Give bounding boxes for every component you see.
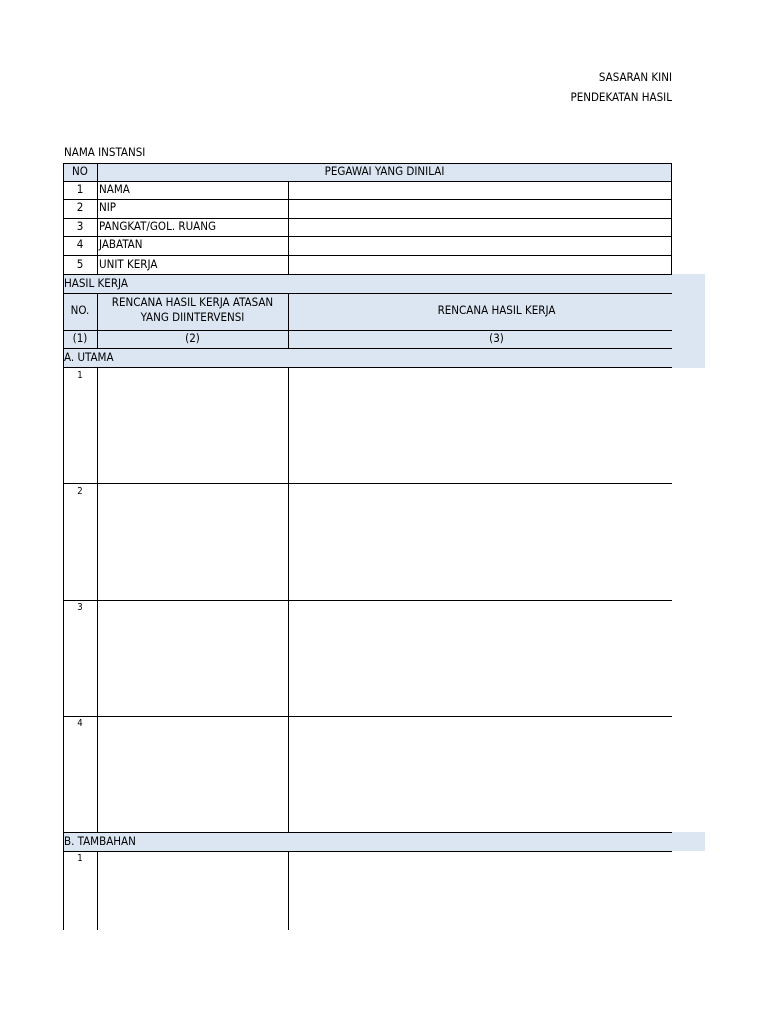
header-line-1: SASARAN KINI xyxy=(598,70,672,84)
row-no: 3 xyxy=(76,219,84,233)
grid-line xyxy=(63,218,672,219)
grid-line xyxy=(63,199,672,200)
grid-line xyxy=(97,163,98,274)
grid-line xyxy=(63,163,672,164)
grid-line xyxy=(288,181,289,274)
grid-line xyxy=(63,367,672,368)
utama-title: A. UTAMA xyxy=(64,350,114,364)
grid-line xyxy=(97,851,98,930)
instansi-label: NAMA INSTANSI xyxy=(64,145,146,159)
grid-line xyxy=(63,600,672,601)
row-label-unit-kerja: UNIT KERJA xyxy=(99,257,158,271)
col-index-2: (2) xyxy=(185,331,200,345)
row-label-pangkat: PANGKAT/GOL. RUANG xyxy=(99,219,216,233)
row-label-nama: NAMA xyxy=(99,182,130,196)
grid-line xyxy=(63,181,672,182)
grid-line xyxy=(288,367,289,832)
grid-line xyxy=(63,274,672,275)
row-no: 2 xyxy=(76,200,84,214)
grid-line xyxy=(63,293,672,294)
col-rencana-header: RENCANA HASIL KERJA xyxy=(437,303,556,317)
row-no: 5 xyxy=(76,257,84,271)
tambahan-title: B. TAMBAHAN xyxy=(64,834,136,848)
utama-row-no: 1 xyxy=(77,370,83,381)
col-no-header: NO. xyxy=(70,303,90,317)
tambahan-band xyxy=(63,832,705,851)
grid-line xyxy=(97,367,98,832)
grid-line xyxy=(63,716,672,717)
grid-line xyxy=(63,255,672,256)
col-index-1: (1) xyxy=(72,331,88,345)
tambahan-row-no: 1 xyxy=(77,853,83,864)
grid-line xyxy=(97,293,98,348)
grid-line xyxy=(288,851,289,930)
pegawai-title: PEGAWAI YANG DINILAI xyxy=(324,164,445,178)
grid-line xyxy=(63,832,672,833)
row-no: 1 xyxy=(76,182,84,196)
grid-line xyxy=(671,163,672,274)
row-no: 4 xyxy=(76,237,84,251)
utama-row-no: 4 xyxy=(77,718,83,729)
grid-line xyxy=(63,348,672,349)
row-label-jabatan: JABATAN xyxy=(99,237,143,251)
utama-row-no: 3 xyxy=(77,602,83,613)
grid-line xyxy=(63,163,64,930)
col-atasan-header-line2: YANG DIINTERVENSI xyxy=(140,310,245,324)
no-header: NO xyxy=(72,164,88,178)
grid-line xyxy=(63,483,672,484)
grid-line xyxy=(288,293,289,348)
grid-line xyxy=(63,851,672,852)
grid-line xyxy=(63,330,672,331)
header-line-2: PENDEKATAN HASIL xyxy=(570,90,672,104)
col-index-3: (3) xyxy=(489,331,504,345)
grid-line xyxy=(63,236,672,237)
row-label-nip: NIP xyxy=(99,200,117,214)
col-atasan-header-line1: RENCANA HASIL KERJA ATASAN xyxy=(111,295,274,309)
utama-row-no: 2 xyxy=(77,486,83,497)
hasil-kerja-title: HASIL KERJA xyxy=(64,276,128,290)
